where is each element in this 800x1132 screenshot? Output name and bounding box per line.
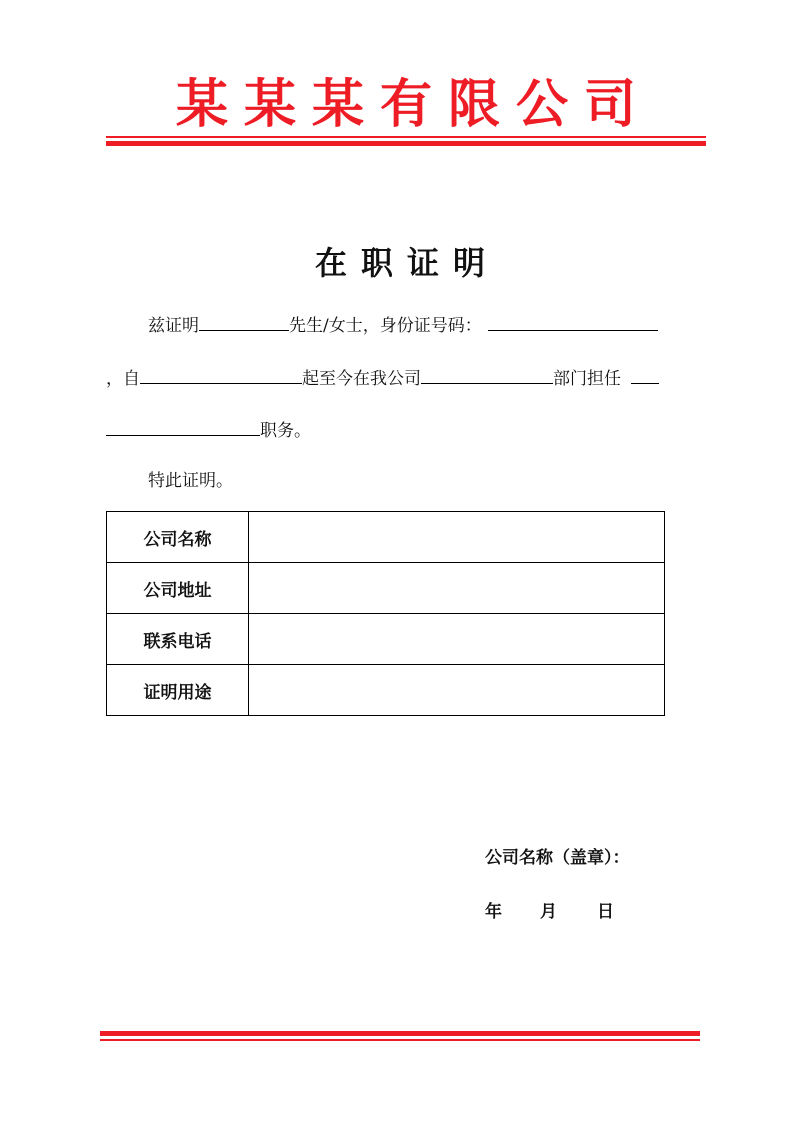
info-table [106, 511, 665, 716]
paragraph-line-1 [148, 313, 658, 337]
start-date-blank [140, 366, 302, 384]
footer-rule-thin [100, 1039, 700, 1041]
month-label: 月 [540, 902, 557, 922]
row-label: 证明用途 [107, 665, 249, 716]
department-blank [421, 366, 553, 384]
company-name-heading: 某某某有限公司 [175, 75, 652, 135]
row-label: 联系电话 [107, 614, 249, 665]
paragraph-line-3 [106, 418, 311, 442]
header-rule-thick [106, 141, 706, 146]
year-label: 年 [485, 902, 502, 922]
signature-company-label: 公司名称（盖章）： [485, 848, 630, 868]
table-row [107, 665, 665, 716]
table-row [107, 563, 665, 614]
row-value-cell[interactable] [249, 512, 665, 563]
text-segment: 起至今在我公司 [302, 369, 421, 389]
table-row [107, 512, 665, 563]
footer-rule-thick [100, 1031, 700, 1036]
position-blank [106, 418, 260, 436]
text-segment: 兹证明 [148, 316, 199, 336]
document-title: 在职证明 [314, 244, 499, 282]
header-rule-thin [106, 136, 706, 138]
day-label: 日 [597, 902, 614, 922]
paragraph-line-2 [106, 366, 659, 390]
row-label: 公司地址 [107, 563, 249, 614]
signature-date [485, 897, 614, 922]
name-blank [199, 313, 289, 331]
row-value-cell[interactable] [249, 614, 665, 665]
text-segment: 职务。 [260, 421, 311, 441]
text-segment: 先生/女士，身份证号码： [289, 316, 482, 336]
text-segment: 部门担任 [553, 369, 621, 389]
row-value-cell[interactable] [249, 563, 665, 614]
id-number-blank [488, 313, 658, 331]
row-value-cell[interactable] [249, 665, 665, 716]
text-segment: ，自 [106, 369, 140, 389]
row-label: 公司名称 [107, 512, 249, 563]
position-blank-start [631, 366, 659, 384]
closing-line: 特此证明。 [148, 471, 233, 491]
table-row [107, 614, 665, 665]
